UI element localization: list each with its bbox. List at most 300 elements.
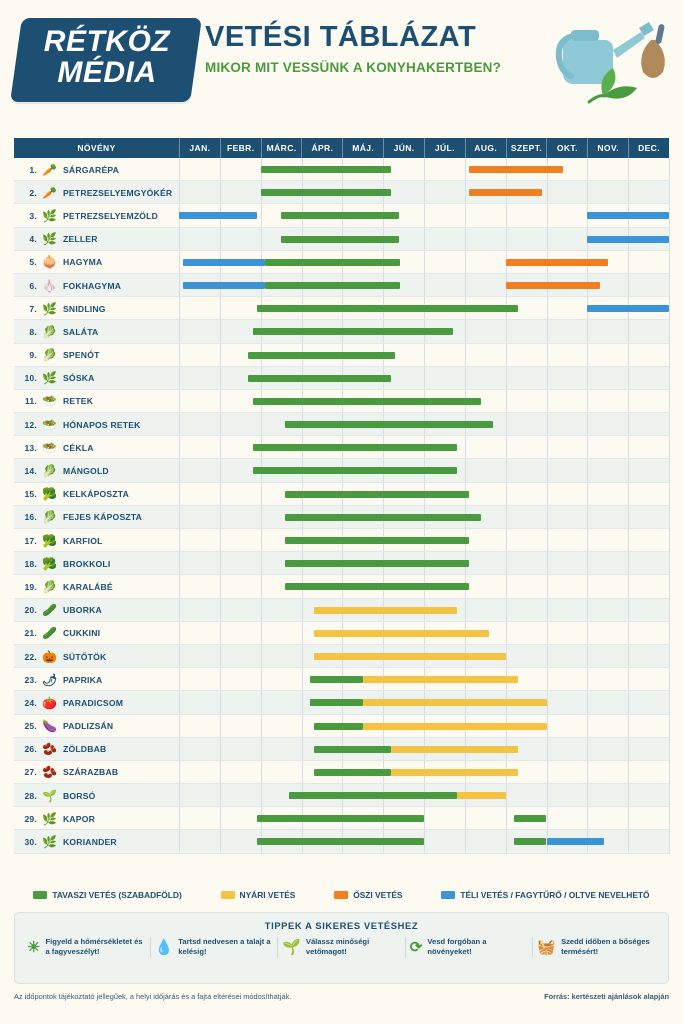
grid-line <box>179 599 180 622</box>
grid-line <box>547 761 548 784</box>
sowing-bar-summer <box>314 630 490 637</box>
row-number: 27. <box>24 767 37 778</box>
grid-line <box>506 622 507 645</box>
grid-line <box>179 297 180 320</box>
grid-line <box>587 761 588 784</box>
table-row <box>14 807 669 830</box>
grid-line <box>179 761 180 784</box>
table-row <box>14 390 669 413</box>
vegetable-label: KAPOR <box>63 813 96 824</box>
grid-line <box>465 228 466 251</box>
grid-line <box>220 784 221 807</box>
grid-line <box>669 622 670 645</box>
grid-line <box>628 459 629 482</box>
grid-line <box>220 297 221 320</box>
sowing-table <box>14 138 669 854</box>
grid-line <box>506 413 507 436</box>
sowing-bar-spring <box>257 815 424 822</box>
grid-line <box>547 344 548 367</box>
grid-line <box>424 228 425 251</box>
row-name-cell <box>14 274 179 297</box>
table-row <box>14 599 669 622</box>
grid-line <box>465 459 466 482</box>
row-name-cell <box>14 645 179 668</box>
footer-note: Az időpontok tájékoztató jellegűek, a helyi időjárás és a fajta eltérései módosíthatják. <box>14 992 292 1001</box>
vegetable-label: PETREZSELYEMZÖLD <box>63 210 159 221</box>
grid-line <box>220 738 221 761</box>
grid-line <box>261 622 262 645</box>
grid-line <box>302 599 303 622</box>
grid-line <box>506 599 507 622</box>
vegetable-label: SPENÓT <box>63 350 100 361</box>
grid-line <box>669 158 670 181</box>
row-name-cell <box>14 483 179 506</box>
grid-line <box>547 483 548 506</box>
vegetable-label: UBORKA <box>63 605 102 616</box>
column-header-month: JAN. <box>179 138 220 158</box>
sowing-bar-spring <box>314 746 392 753</box>
grid-line <box>220 506 221 529</box>
grid-line <box>628 181 629 204</box>
grid-line <box>302 668 303 691</box>
grid-line <box>506 506 507 529</box>
grid-line <box>669 599 670 622</box>
legend-swatch <box>334 891 348 899</box>
grid-line <box>220 715 221 738</box>
table-row <box>14 738 669 761</box>
grid-line <box>587 715 588 738</box>
legend-label: TAVASZI VETÉS (SZABADFÖLD) <box>52 890 182 900</box>
sowing-bar-winter <box>587 236 669 243</box>
row-name-cell <box>14 390 179 413</box>
row-number: 24. <box>24 697 37 708</box>
grid-line <box>628 599 629 622</box>
grid-line <box>261 204 262 227</box>
grid-line <box>261 599 262 622</box>
sowing-bar-spring <box>314 769 392 776</box>
sowing-bar-summer <box>457 792 506 799</box>
grid-line <box>669 204 670 227</box>
grid-line <box>669 761 670 784</box>
grid-line <box>628 668 629 691</box>
grid-line <box>465 436 466 459</box>
grid-line <box>669 668 670 691</box>
grid-line <box>669 297 670 320</box>
row-timeline <box>179 459 669 482</box>
vegetable-icon: 🌱 <box>42 788 58 803</box>
row-timeline <box>179 367 669 390</box>
row-timeline <box>179 181 669 204</box>
table-row <box>14 830 669 853</box>
grid-line <box>587 645 588 668</box>
row-name-cell <box>14 599 179 622</box>
vegetable-label: KORIANDER <box>63 837 117 848</box>
grid-line <box>547 668 548 691</box>
row-name-cell <box>14 251 179 274</box>
grid-line <box>465 344 466 367</box>
grid-line <box>587 738 588 761</box>
column-header-month: DEC. <box>628 138 669 158</box>
grid-line <box>261 506 262 529</box>
vegetable-label: SÓSKA <box>63 373 95 384</box>
grid-line <box>302 761 303 784</box>
grid-line <box>261 645 262 668</box>
vegetable-label: HÓNAPOS RETEK <box>63 419 141 430</box>
row-number: 17. <box>24 535 37 546</box>
row-timeline <box>179 830 669 853</box>
grid-line <box>179 459 180 482</box>
row-number: 21. <box>24 628 37 639</box>
grid-line <box>179 552 180 575</box>
tips-panel <box>14 912 669 984</box>
grid-line <box>628 807 629 830</box>
grid-line <box>547 738 548 761</box>
sowing-bar-spring <box>253 398 482 405</box>
grid-line <box>628 830 629 853</box>
sowing-bar-spring <box>514 838 547 845</box>
grid-line <box>465 367 466 390</box>
sowing-bar-summer <box>363 723 547 730</box>
grid-line <box>261 529 262 552</box>
table-row <box>14 367 669 390</box>
tip-item <box>533 937 660 958</box>
vegetable-icon: 🥦 <box>42 533 58 548</box>
grid-line <box>669 715 670 738</box>
row-name-cell <box>14 506 179 529</box>
grid-line <box>587 529 588 552</box>
table-row <box>14 413 669 436</box>
grid-line <box>669 738 670 761</box>
grid-line <box>179 691 180 714</box>
sowing-bar-summer <box>363 699 547 706</box>
grid-line <box>220 459 221 482</box>
row-number: 8. <box>29 326 37 337</box>
vegetable-icon: 🥕 <box>42 162 58 177</box>
grid-line <box>669 251 670 274</box>
grid-line <box>506 784 507 807</box>
row-number: 23. <box>24 674 37 685</box>
grid-line <box>179 344 180 367</box>
page-subtitle: MIKOR MIT VESSÜNK A KONYHAKERTBEN? <box>205 60 502 76</box>
sowing-bar-winter <box>183 282 265 289</box>
vegetable-label: SÜTŐTÖK <box>63 651 107 662</box>
grid-line <box>547 228 548 251</box>
row-name-cell <box>14 761 179 784</box>
grid-line <box>587 575 588 598</box>
grid-line <box>220 761 221 784</box>
grid-line <box>628 367 629 390</box>
grid-line <box>302 622 303 645</box>
row-number: 19. <box>24 581 37 592</box>
row-timeline <box>179 274 669 297</box>
grid-line <box>587 367 588 390</box>
vegetable-icon: 🎃 <box>42 649 58 664</box>
grid-line <box>547 436 548 459</box>
grid-line <box>465 274 466 297</box>
sowing-bar-spring <box>253 467 457 474</box>
table-row <box>14 552 669 575</box>
grid-line <box>547 320 548 343</box>
grid-line <box>424 204 425 227</box>
grid-line <box>220 645 221 668</box>
grid-line <box>179 807 180 830</box>
row-number: 22. <box>24 651 37 662</box>
legend-item <box>33 890 181 900</box>
row-name-cell <box>14 715 179 738</box>
row-timeline <box>179 575 669 598</box>
tips-title: TIPPEK A SIKERES VETÉSHEZ <box>264 920 419 931</box>
legend-item <box>334 890 402 900</box>
sowing-bar-spring <box>261 166 392 173</box>
grid-line <box>628 575 629 598</box>
grid-line <box>547 784 548 807</box>
column-header-month: ÁPR. <box>301 138 342 158</box>
row-timeline <box>179 228 669 251</box>
vegetable-icon: 🥗 <box>42 394 58 409</box>
grid-line <box>506 320 507 343</box>
grid-line <box>506 344 507 367</box>
row-name-cell <box>14 691 179 714</box>
row-number: 2. <box>29 187 37 198</box>
tip-text: Vesd forgóban a növényeket! <box>427 937 487 957</box>
grid-line <box>628 738 629 761</box>
table-row <box>14 784 669 807</box>
vegetable-label: SNIDLING <box>63 303 106 314</box>
legend <box>14 884 669 906</box>
vegetable-icon: 🌿 <box>42 371 58 386</box>
table-row <box>14 459 669 482</box>
row-name-cell <box>14 367 179 390</box>
grid-line <box>465 599 466 622</box>
column-header-name: NÖVÉNY <box>77 143 116 153</box>
column-header-month: SZEPT. <box>506 138 547 158</box>
grid-line <box>669 436 670 459</box>
grid-line <box>179 830 180 853</box>
grid-line <box>547 459 548 482</box>
grid-line <box>669 691 670 714</box>
table-row <box>14 645 669 668</box>
grid-line <box>179 668 180 691</box>
table-row <box>14 691 669 714</box>
row-timeline <box>179 506 669 529</box>
column-header-month: JÚL. <box>424 138 465 158</box>
row-name-cell <box>14 575 179 598</box>
grid-line <box>424 830 425 853</box>
table-row <box>14 297 669 320</box>
vegetable-label: FOKHAGYMA <box>63 280 122 291</box>
grid-line <box>302 691 303 714</box>
grid-line <box>424 181 425 204</box>
grid-line <box>506 204 507 227</box>
row-number: 18. <box>24 558 37 569</box>
column-header-month: MÁJ. <box>342 138 383 158</box>
grid-line <box>424 158 425 181</box>
grid-line <box>547 413 548 436</box>
grid-line <box>669 483 670 506</box>
grid-line <box>261 738 262 761</box>
row-timeline <box>179 436 669 459</box>
sowing-bar-spring <box>285 421 493 428</box>
sowing-bar-spring <box>253 328 453 335</box>
grid-line <box>628 645 629 668</box>
vegetable-icon: 🌶 <box>42 672 58 687</box>
row-timeline <box>179 645 669 668</box>
grid-line <box>547 506 548 529</box>
legend-swatch <box>221 891 235 899</box>
vegetable-icon: 🌿 <box>42 208 58 223</box>
row-timeline <box>179 738 669 761</box>
grid-line <box>179 228 180 251</box>
grid-line <box>220 599 221 622</box>
column-header-month: AUG. <box>465 138 506 158</box>
vegetable-icon: 🥬 <box>42 510 58 525</box>
vegetable-icon: 🌿 <box>42 232 58 247</box>
grid-line <box>587 622 588 645</box>
row-timeline <box>179 691 669 714</box>
grid-line <box>669 506 670 529</box>
grid-line <box>465 181 466 204</box>
legend-item <box>221 890 296 900</box>
grid-line <box>220 807 221 830</box>
grid-line <box>587 181 588 204</box>
grid-line <box>587 506 588 529</box>
grid-line <box>220 552 221 575</box>
vegetable-icon: 🫘 <box>42 765 58 780</box>
grid-line <box>506 830 507 853</box>
row-number: 4. <box>29 234 37 245</box>
grid-line <box>506 483 507 506</box>
vegetable-icon: 🥒 <box>42 626 58 641</box>
sowing-bar-autumn <box>506 282 600 289</box>
sowing-bar-autumn <box>506 259 608 266</box>
grid-line <box>506 459 507 482</box>
legend-label: ŐSZI VETÉS <box>353 890 403 900</box>
row-timeline <box>179 529 669 552</box>
grid-line <box>669 181 670 204</box>
sowing-bar-spring <box>248 352 395 359</box>
sowing-bar-spring <box>261 189 392 196</box>
row-number: 10. <box>24 373 37 384</box>
crop-rotation-icon: ⟳ <box>409 938 423 956</box>
vegetable-label: KARFIOL <box>63 535 103 546</box>
row-name-cell <box>14 529 179 552</box>
column-header-month: FEBR. <box>220 138 261 158</box>
grid-line <box>261 761 262 784</box>
grid-line <box>179 367 180 390</box>
grid-line <box>669 344 670 367</box>
row-number: 15. <box>24 489 37 500</box>
grid-line <box>628 761 629 784</box>
sowing-bar-spring <box>248 375 391 382</box>
footer-source: Forrás: kertészeti ajánlások alapján <box>544 992 669 1001</box>
column-header-month: OKT. <box>546 138 587 158</box>
grid-line <box>669 645 670 668</box>
grid-line <box>220 622 221 645</box>
header-text <box>205 22 545 75</box>
grid-line <box>220 413 221 436</box>
grid-line <box>424 344 425 367</box>
table-row <box>14 622 669 645</box>
grid-line <box>628 158 629 181</box>
grid-line <box>669 529 670 552</box>
sowing-bar-summer <box>314 653 506 660</box>
logo-line-2: MÉDIA <box>57 55 157 89</box>
row-name-cell <box>14 622 179 645</box>
grid-line <box>628 506 629 529</box>
vegetable-label: PADLIZSÁN <box>63 721 114 732</box>
grid-line <box>220 344 221 367</box>
sowing-bar-winter <box>179 212 257 219</box>
vegetable-label: CÉKLA <box>63 442 94 453</box>
sowing-bar-summer <box>391 746 518 753</box>
row-number: 20. <box>24 605 37 616</box>
grid-line <box>302 715 303 738</box>
column-header-month: MÁRC. <box>261 138 302 158</box>
table-row <box>14 204 669 227</box>
grid-line <box>506 552 507 575</box>
grid-line <box>179 715 180 738</box>
grid-line <box>465 251 466 274</box>
grid-line <box>628 529 629 552</box>
grid-line <box>628 344 629 367</box>
grid-line <box>179 529 180 552</box>
row-name-cell <box>14 459 179 482</box>
legend-label: TÉLI VETÉS / FAGYTŰRŐ / OLTVE NEVELHETŐ <box>460 890 650 900</box>
table-row <box>14 228 669 251</box>
row-name-cell <box>14 807 179 830</box>
grid-line <box>669 459 670 482</box>
tip-text: Figyeld a hőmérsékletet és a fagyveszélyt! <box>45 937 143 957</box>
grid-line <box>547 575 548 598</box>
sowing-bar-autumn <box>469 166 563 173</box>
vegetable-icon: 🥬 <box>42 348 58 363</box>
watering-can-icon <box>537 10 677 115</box>
row-name-cell <box>14 552 179 575</box>
logo-line-1: RÉTKÖZ <box>43 25 171 58</box>
grid-line <box>465 320 466 343</box>
sowing-bar-spring <box>257 305 518 312</box>
tip-text: Válassz minőségi vetőmagot! <box>305 937 370 957</box>
grid-line <box>506 390 507 413</box>
row-number: 5. <box>29 257 37 268</box>
sowing-bar-summer <box>391 769 518 776</box>
logo <box>10 18 202 102</box>
sowing-bar-summer <box>314 607 457 614</box>
row-timeline <box>179 390 669 413</box>
grid-line <box>465 204 466 227</box>
grid-line <box>220 390 221 413</box>
vegetable-label: ZÖLDBAB <box>63 744 107 755</box>
grid-line <box>669 784 670 807</box>
vegetable-icon: 🫘 <box>42 742 58 757</box>
grid-line <box>424 274 425 297</box>
sun-icon: ☀ <box>27 938 41 956</box>
grid-line <box>547 645 548 668</box>
row-number: 3. <box>29 210 37 221</box>
grid-line <box>547 622 548 645</box>
vegetable-icon: 🥗 <box>42 440 58 455</box>
grid-line <box>220 228 221 251</box>
grid-line <box>465 158 466 181</box>
grid-line <box>547 204 548 227</box>
vegetable-label: PARADICSOM <box>63 697 124 708</box>
sowing-bar-winter <box>547 838 604 845</box>
table-row <box>14 158 669 181</box>
grid-line <box>220 158 221 181</box>
row-timeline <box>179 204 669 227</box>
grid-line <box>179 436 180 459</box>
sowing-bar-spring <box>285 537 469 544</box>
